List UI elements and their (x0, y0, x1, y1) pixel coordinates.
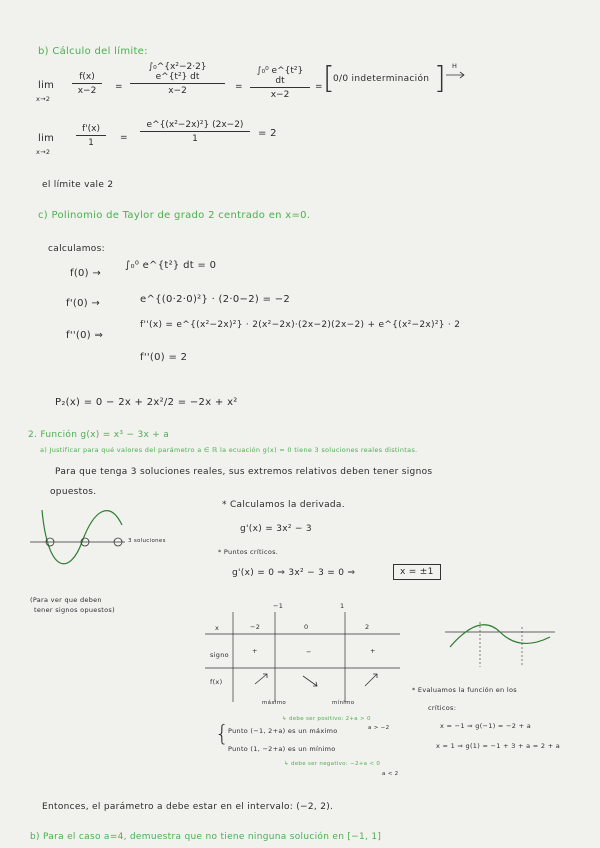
final-conclusion: Entonces, el parámetro a debe estar en el intervalo: (−2, 2). (42, 802, 334, 812)
critical-points-title: * Puntos críticos. (218, 548, 279, 556)
evaluate-at-neg1: x = −1 ⇒ g(−1) = −2 + a (440, 722, 531, 730)
problem-2-header: 2. Función g(x) = x³ − 3x + a (28, 430, 170, 440)
fraction-fprime: $\frac{f'(x)}{1}$ (76, 124, 106, 148)
fraction-derivative: $\frac{\text{e\textasciicircum{}\{(x²−2x)²\} (2x−2)}}{1}$ (140, 120, 250, 144)
limit-symbol-2: lim (38, 133, 55, 144)
f1-rhs: e^{(0·2·0)²} · (2·0−2) = −2 (140, 294, 291, 305)
table-top-label-1: 1 (340, 602, 345, 610)
taylor-polynomial: P₂(x) = 0 − 2x + 2x²/2 = −2x + x² (55, 397, 238, 408)
equals-3: = (315, 82, 323, 92)
table-top-label-neg1: −1 (273, 602, 284, 610)
table-row-fx: f(x) (210, 678, 223, 686)
f0-lhs: f(0) → (70, 268, 102, 279)
fraction-fx: $\frac{f(x)}{x-2}$ (72, 72, 102, 96)
evaluate-title: * Evaluamos la función en los (412, 686, 517, 694)
table-sign-2: − (306, 648, 312, 656)
table-sign-1: + (252, 647, 258, 655)
table-label-maximo: máximo (262, 700, 287, 706)
point-minimum: Punto (1, −2+a) es un mínimo (228, 745, 336, 753)
minimum-condition-result: a < 2 (382, 771, 399, 777)
derivative-expression: g'(x) = 3x² − 3 (240, 524, 312, 534)
left-bracket: [ (323, 61, 335, 96)
limit-subscript-1: x→2 (36, 95, 51, 103)
right-bracket: ] (434, 61, 446, 96)
graph-label-3-solutions: 3 soluciones (128, 538, 166, 544)
table-label-minimo: mínimo (332, 700, 355, 706)
table-x-val-3: 2 (365, 623, 370, 631)
equals-1: = (115, 82, 123, 92)
lhopital-arrow-icon (446, 72, 466, 78)
explanation-line-2: opuestos. (50, 487, 97, 497)
part-c-title: c) Polinomio de Taylor de grado 2 centrado en x=0. (38, 210, 311, 221)
table-x-val-1: −2 (250, 623, 261, 631)
lhopital-label: H (452, 62, 458, 70)
critical-points-result: x = ±1 (393, 564, 441, 580)
limit-symbol-1: lim (38, 80, 55, 91)
extrema-graph-sketch (440, 612, 560, 672)
explanation-line-1: Para que tenga 3 soluciones reales, sus extremos relativos deben tener signos (55, 467, 433, 477)
problem-2b-statement: b) Para el caso a=4, demuestra que no tiene ninguna solución en [−1, 1] (30, 832, 382, 842)
fraction-integral-2: $\frac{\text{∫₀⁰ e\textasciicircum{}\{t²\} dt}}{x-2}$ (250, 66, 310, 100)
graph-note-line-1: (Para ver que deben (30, 596, 102, 604)
f2-lhs: f''(0) ⇒ (66, 330, 104, 341)
equals-4: = (120, 133, 128, 143)
derivative-title: * Calculamos la derivada. (222, 500, 345, 510)
minimum-condition: ↳ debe ser negativo: −2+a < 0 (284, 761, 381, 767)
equals-2: = (235, 82, 243, 92)
problem-2a-statement: a) Justificar para qué valores del parámetro a ∈ ℝ la ecuación g(x) = 0 tiene 3 soluciones reales distintas. (40, 446, 418, 454)
limit-subscript-2: x→2 (36, 148, 51, 156)
fraction-integral-1: $\frac{\text{∫₀\textasciicircum{}\{x²−2·2\} e\textasciicircum{}\{t²\} dt}}{x-2}$ (130, 62, 225, 96)
evaluate-at-1: x = 1 ⇒ g(1) = −1 + 3 + a = 2 + a (436, 742, 561, 750)
calc-label: calculamos: (48, 244, 105, 254)
maximum-condition-result: a > −2 (368, 725, 390, 731)
table-row-signo: signo (210, 651, 229, 659)
table-x-val-2: 0 (304, 623, 309, 631)
limit-result: = 2 (258, 128, 277, 139)
graph-note-line-2: tener signos opuestos) (34, 606, 115, 614)
table-sign-3: + (370, 647, 376, 655)
f0-rhs: ∫₀⁰ e^{t²} dt = 0 (125, 260, 217, 271)
evaluate-title-2: críticos: (428, 704, 457, 712)
f1-lhs: f'(0) → (66, 298, 101, 309)
f2-rhs: f''(x) = e^{(x²−2x)²} · 2(x²−2x)·(2x−2)(2x−2) + e^{(x²−2x)²} · 2 (140, 320, 461, 330)
part-b-title: b) Cálculo del límite: (38, 46, 148, 57)
table-row-x: x (215, 624, 220, 632)
f2-value: f''(0) = 2 (140, 352, 188, 363)
critical-points-equation: g'(x) = 0 ⇒ 3x² − 3 = 0 ⇒ (232, 568, 356, 578)
indeterminate-form: 0/0 indeterminación (333, 74, 430, 84)
brace-icon: { (215, 722, 230, 747)
point-maximum: Punto (−1, 2+a) es un máximo (228, 727, 338, 735)
limit-conclusion: el límite vale 2 (42, 180, 114, 190)
maximum-condition: ↳ debe ser positivo: 2+a > 0 (282, 716, 371, 722)
